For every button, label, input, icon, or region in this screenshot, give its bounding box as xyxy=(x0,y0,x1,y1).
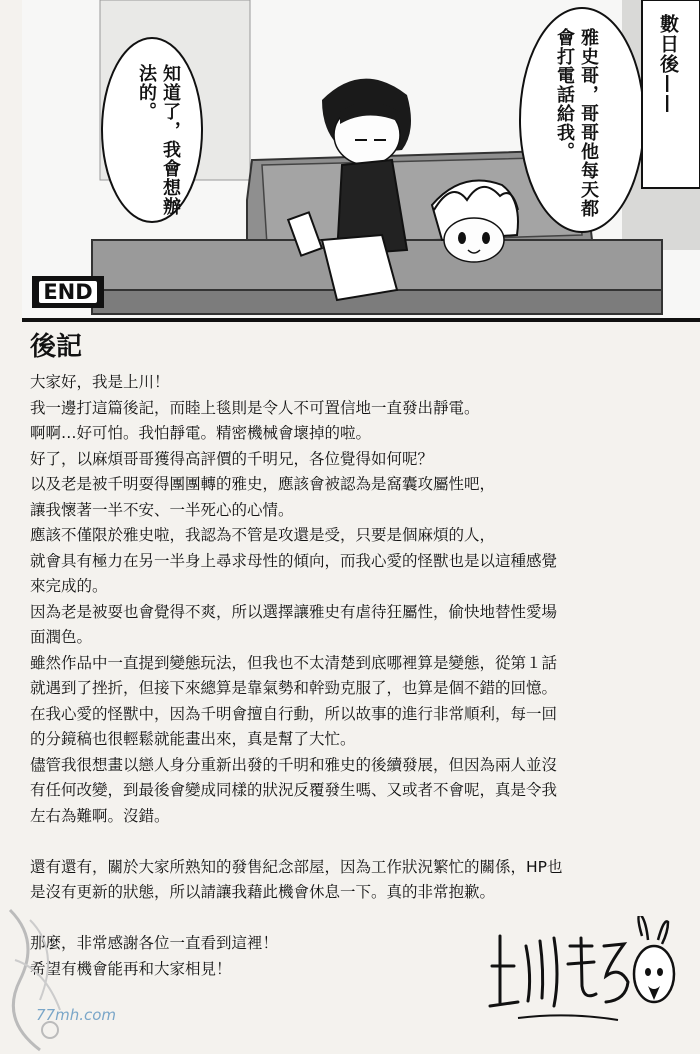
speech-bubble-center: 雅史哥，哥哥他每天都會打電話給我。 xyxy=(554,28,599,218)
speech-bubble-left: 知道了，我會想辦法的。 xyxy=(136,64,181,216)
afterword-body xyxy=(30,370,680,982)
afterword-title: 後記 xyxy=(30,332,83,362)
afterword-line: 因為老是被耍也會覺得不爽，所以選擇讓雅史有虐待狂屬性，偷快地替性愛場 xyxy=(30,602,558,621)
afterword-line: 希望有機會能再和大家相見！ xyxy=(30,959,232,978)
afterword-line: 雖然作品中一直提到變態玩法，但我也不太清楚到底哪裡算是變態，從第１話 xyxy=(30,653,558,672)
afterword-line: 面潤色。 xyxy=(30,628,93,646)
afterword-line: 以及老是被千明耍得團團轉的雅史，應該會被認為是窩囊攻屬性吧， xyxy=(30,475,496,493)
afterword-line: 就遇到了挫折，但接下來總算是靠氣勢和幹勁克服了，也算是個不錯的回憶。 xyxy=(30,679,558,697)
narration-box: 數日後—— xyxy=(657,14,679,114)
afterword-line: 在我心愛的怪獸中，因為千明會擅自行動，所以故事的進行非常順利，每一回 xyxy=(30,704,558,723)
watermark-text: 77mh.com xyxy=(36,1006,117,1024)
end-badge xyxy=(32,276,104,308)
afterword-line: 的分鏡稿也很輕鬆就能畫出來，真是幫了大忙。 xyxy=(30,730,356,748)
author-signature xyxy=(488,916,678,1026)
floral-ornament xyxy=(0,900,90,1054)
afterword-line: 儘管我很想畫以戀人身分重新出發的千明和雅史的後續發展，但因為兩人並沒 xyxy=(30,755,558,774)
afterword-line: 大家好，我是上川！ xyxy=(30,373,170,391)
end-label: END xyxy=(39,281,96,303)
afterword-line: 我一邊打這篇後記，而睦上毯則是令人不可置信地一直發出靜電。 xyxy=(30,398,480,417)
afterword-line: 是沒有更新的狀態，所以請讓我藉此機會休息一下。真的非常抱歉。 xyxy=(30,883,496,901)
manga-panel xyxy=(22,0,700,322)
afterword-line: 左右為難啊。沒錯。 xyxy=(30,806,170,825)
afterword-line: 啊啊…好可怕。我怕靜電。精密機械會壞掉的啦。 xyxy=(30,424,372,442)
afterword-line: 讓我懷著一半不安、一半死心的心情。 xyxy=(30,500,294,519)
afterword-line: 那麼，非常感謝各位一直看到這裡！ xyxy=(30,934,279,952)
afterword-line: 應該不僅限於雅史啦，我認為不管是攻還是受，只要是個麻煩的人， xyxy=(30,526,496,544)
afterword-line: 來完成的。 xyxy=(30,577,108,595)
afterword-line: 好了，以麻煩哥哥獲得高評價的千明兄，各位覺得如何呢？ xyxy=(30,449,434,468)
afterword-line: 有任何改變，到最後會變成同樣的狀況反覆發生嗎、又或者不會呢，真是令我 xyxy=(30,781,558,799)
afterword-line: 還有還有，關於大家所熟知的發售紀念部屋，因為工作狀況繁忙的關係，HP也 xyxy=(30,857,563,876)
afterword-line: 就會具有極力在另一半身上尋求母性的傾向，而我心愛的怪獸也是以這種感覺 xyxy=(30,551,558,570)
afterword-line xyxy=(30,829,680,855)
